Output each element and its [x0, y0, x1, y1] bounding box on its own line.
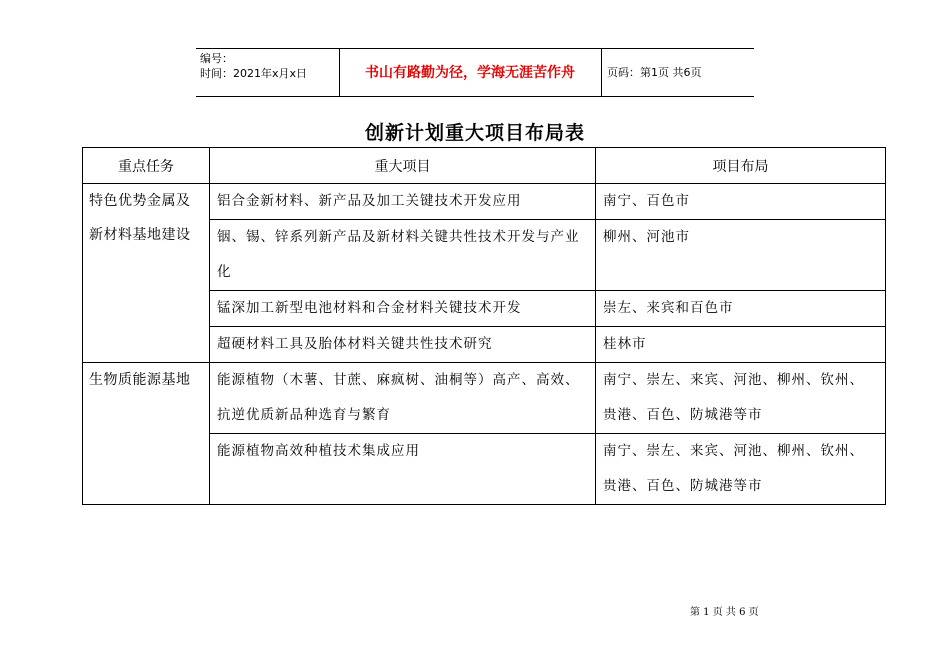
- project-cell: 铟、锡、锌系列新产品及新材料关键共性技术开发与产业化: [210, 220, 596, 291]
- document-title: 创新计划重大项目布局表: [364, 122, 585, 144]
- document-number-label: 编号：: [200, 52, 233, 65]
- table-row: [83, 184, 886, 220]
- project-cell: 锰深加工新型电池材料和合金材料关键技术开发: [210, 291, 596, 327]
- project-cell: 铝合金新材料、新产品及加工关键技术开发应用: [210, 184, 596, 220]
- table-row: [83, 363, 886, 434]
- header-divider: [601, 48, 602, 96]
- header-page-number: 页码：第1页 共6页: [607, 66, 702, 79]
- task-label: 生物质能源基地: [89, 372, 191, 388]
- project-cell: 能源植物高效种植技术集成应用: [210, 434, 596, 505]
- task-cell: [83, 363, 210, 505]
- task-label: 特色优势金属及新材料基地建设: [89, 193, 191, 243]
- column-header-layout: 项目布局: [596, 148, 886, 184]
- header-slogan: 书山有路勤为径，学海无涯苦作舟: [365, 65, 575, 81]
- layout-cell: 柳州、河池市: [596, 220, 886, 291]
- layout-cell: 桂林市: [596, 327, 886, 363]
- project-cell: 超硬材料工具及胎体材料关键共性技术研究: [210, 327, 596, 363]
- project-layout-table: [82, 147, 886, 505]
- layout-cell: 南宁、崇左、来宾、河池、柳州、钦州、贵港、百色、防城港等市: [596, 363, 886, 434]
- header-meta: [200, 51, 307, 81]
- header-bottom-rule: [196, 96, 754, 97]
- column-header-project: 重大项目: [210, 148, 596, 184]
- page-footer: 第 1 页 共 6 页: [690, 607, 759, 618]
- layout-cell: 崇左、来宾和百色市: [596, 291, 886, 327]
- layout-cell: 南宁、百色市: [596, 184, 886, 220]
- layout-cell: 南宁、崇左、来宾、河池、柳州、钦州、贵港、百色、防城港等市: [596, 434, 886, 505]
- document-time-label: 时间：2021年x月x日: [200, 67, 308, 80]
- column-header-task: 重点任务: [83, 148, 210, 184]
- task-cell: [83, 184, 210, 363]
- project-cell: 能源植物（木薯、甘蔗、麻疯树、油桐等）高产、高效、抗逆优质新品种选育与繁育: [210, 363, 596, 434]
- table-header-row: [83, 148, 886, 184]
